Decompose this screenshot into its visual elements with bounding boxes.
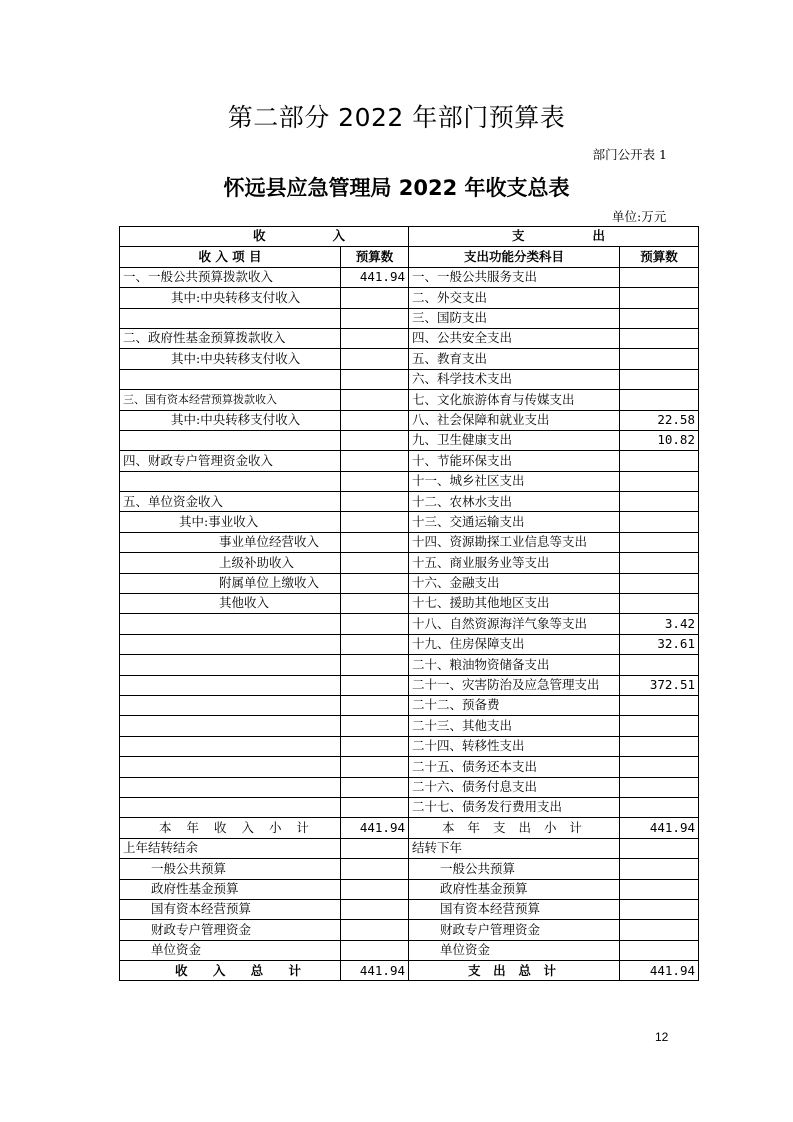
income-item — [120, 675, 341, 695]
income-item: 五、单位资金收入 — [120, 492, 341, 512]
expense-item: 二十三、其他支出 — [409, 716, 620, 736]
expense-value — [620, 777, 699, 797]
expense-item: 六、科学技术支出 — [409, 369, 620, 389]
table-row — [120, 471, 699, 491]
expense-item: 三、国防支出 — [409, 308, 620, 328]
carry-income-value — [341, 838, 409, 858]
table-row — [120, 328, 699, 348]
expense-value — [620, 553, 699, 573]
income-item: 附属单位上缴收入 — [120, 573, 341, 593]
income-value: 441.94 — [341, 267, 409, 287]
expense-item: 二十二、预备费 — [409, 695, 620, 715]
income-value — [341, 451, 409, 471]
table-row — [120, 532, 699, 552]
income-item: 其中:中央转移支付收入 — [120, 288, 341, 308]
carry-expense-item: 结转下年 — [409, 838, 620, 858]
table-row — [120, 390, 699, 410]
expense-budget-header: 预算数 — [620, 247, 699, 267]
carry-expense-item: 单位资金 — [409, 940, 620, 960]
expense-total-label: 支 出 总 计 — [409, 961, 620, 981]
income-value — [341, 614, 409, 634]
income-item: 其中:事业收入 — [120, 512, 341, 532]
table-row — [120, 553, 699, 573]
income-item — [120, 430, 341, 450]
expense-item: 七、文化旅游体育与传媒支出 — [409, 390, 620, 410]
carry-expense-item: 一般公共预算 — [409, 859, 620, 879]
table-row — [120, 308, 699, 328]
income-value — [341, 675, 409, 695]
income-item: 上级补助收入 — [120, 553, 341, 573]
carry-income-value — [341, 859, 409, 879]
expense-item: 十二、农林水支出 — [409, 492, 620, 512]
expense-subtotal-value: 441.94 — [620, 818, 699, 838]
table-row — [120, 736, 699, 756]
expense-item: 十三、交通运输支出 — [409, 512, 620, 532]
income-item — [120, 634, 341, 654]
income-item — [120, 655, 341, 675]
table-row — [120, 512, 699, 532]
income-value — [341, 777, 409, 797]
income-value — [341, 349, 409, 369]
income-item — [120, 614, 341, 634]
table-row — [120, 369, 699, 389]
income-value — [341, 512, 409, 532]
expense-item: 十四、资源勘探工业信息等支出 — [409, 532, 620, 552]
carry-expense-value — [620, 940, 699, 960]
expense-item: 十一、城乡社区支出 — [409, 471, 620, 491]
carry-expense-item: 国有资本经营预算 — [409, 899, 620, 919]
income-subtotal-value: 441.94 — [341, 818, 409, 838]
carry-income-value — [341, 899, 409, 919]
table-row — [120, 695, 699, 715]
income-item — [120, 797, 341, 817]
income-budget-header: 预算数 — [341, 247, 409, 267]
income-value — [341, 594, 409, 614]
expense-item: 二十一、灾害防治及应急管理支出 — [409, 675, 620, 695]
expense-value — [620, 288, 699, 308]
expense-value — [620, 736, 699, 756]
expense-value — [620, 757, 699, 777]
expense-item: 二十五、债务还本支出 — [409, 757, 620, 777]
income-item: 二、政府性基金预算拨款收入 — [120, 328, 341, 348]
carry-row — [120, 879, 699, 899]
expense-subtotal-label: 本 年 支 出 小 计 — [409, 818, 620, 838]
carry-expense-value — [620, 859, 699, 879]
carry-income-value — [341, 879, 409, 899]
table-row — [120, 797, 699, 817]
carry-expense-value — [620, 899, 699, 919]
expense-item: 十七、援助其他地区支出 — [409, 594, 620, 614]
table-number: 部门公开表 1 — [592, 147, 667, 162]
expense-item: 二十六、债务付息支出 — [409, 777, 620, 797]
income-item — [120, 695, 341, 715]
carry-expense-value — [620, 838, 699, 858]
expense-item: 二、外交支出 — [409, 288, 620, 308]
expense-value — [620, 573, 699, 593]
header-column-row — [120, 247, 699, 267]
income-total-value: 441.94 — [341, 961, 409, 981]
carry-expense-item: 财政专户管理资金 — [409, 920, 620, 940]
income-total-label: 收 入 总 计 — [120, 961, 341, 981]
table-row — [120, 492, 699, 512]
subtotal-row — [120, 818, 699, 838]
expense-item: 一、一般公共服务支出 — [409, 267, 620, 287]
carry-income-item: 单位资金 — [120, 940, 341, 960]
carry-row — [120, 859, 699, 879]
expense-value — [620, 471, 699, 491]
income-item — [120, 757, 341, 777]
carry-income-item: 一般公共预算 — [120, 859, 341, 879]
expense-item: 四、公共安全支出 — [409, 328, 620, 348]
income-value — [341, 308, 409, 328]
income-item: 三、国有资本经营预算拨款收入 — [120, 390, 341, 410]
expense-item: 二十四、转移性支出 — [409, 736, 620, 756]
income-value — [341, 634, 409, 654]
income-group-header: 收 入 — [120, 227, 409, 247]
income-item: 一、一般公共预算拨款收入 — [120, 267, 341, 287]
expense-value — [620, 594, 699, 614]
budget-summary-table — [119, 226, 699, 981]
carry-expense-value — [620, 879, 699, 899]
income-value — [341, 695, 409, 715]
header-group-row — [120, 227, 699, 247]
income-value — [341, 430, 409, 450]
income-value — [341, 655, 409, 675]
table-row — [120, 634, 699, 654]
expense-item: 八、社会保障和就业支出 — [409, 410, 620, 430]
total-row — [120, 961, 699, 981]
income-value — [341, 369, 409, 389]
expense-item: 十九、住房保障支出 — [409, 634, 620, 654]
income-item: 其中:中央转移支付收入 — [120, 349, 341, 369]
carry-row — [120, 920, 699, 940]
table-row — [120, 267, 699, 287]
income-value — [341, 573, 409, 593]
expense-value — [620, 655, 699, 675]
income-value — [341, 492, 409, 512]
expense-value — [620, 532, 699, 552]
income-value — [341, 410, 409, 430]
income-item: 其他收入 — [120, 594, 341, 614]
carry-row — [120, 940, 699, 960]
carry-income-item: 国有资本经营预算 — [120, 899, 341, 919]
income-value — [341, 288, 409, 308]
table-row — [120, 614, 699, 634]
income-value — [341, 736, 409, 756]
income-item: 事业单位经营收入 — [120, 532, 341, 552]
expense-value: 372.51 — [620, 675, 699, 695]
carry-row — [120, 899, 699, 919]
expense-item-header: 支出功能分类科目 — [409, 247, 620, 267]
income-value — [341, 390, 409, 410]
table-row — [120, 777, 699, 797]
carry-income-value — [341, 940, 409, 960]
table-row — [120, 410, 699, 430]
page-number: 12 — [655, 1030, 669, 1044]
expense-value — [620, 390, 699, 410]
income-item — [120, 308, 341, 328]
expense-value — [620, 349, 699, 369]
expense-item: 九、卫生健康支出 — [409, 430, 620, 450]
income-item — [120, 369, 341, 389]
expense-total-value: 441.94 — [620, 961, 699, 981]
income-value — [341, 797, 409, 817]
expense-value — [620, 369, 699, 389]
income-item — [120, 777, 341, 797]
income-value — [341, 471, 409, 491]
expense-value: 10.82 — [620, 430, 699, 450]
carry-expense-value — [620, 920, 699, 940]
income-item: 四、财政专户管理资金收入 — [120, 451, 341, 471]
income-item: 其中:中央转移支付收入 — [120, 410, 341, 430]
expense-item: 二十七、债务发行费用支出 — [409, 797, 620, 817]
table-row — [120, 349, 699, 369]
expense-value — [620, 797, 699, 817]
table-row — [120, 573, 699, 593]
table-row — [120, 594, 699, 614]
expense-value: 3.42 — [620, 614, 699, 634]
unit-label: 单位:万元 — [612, 209, 667, 224]
expense-value — [620, 267, 699, 287]
income-subtotal-label: 本 年 收 入 小 计 — [120, 818, 341, 838]
carry-income-item: 上年结转结余 — [120, 838, 341, 858]
income-value — [341, 328, 409, 348]
income-item — [120, 736, 341, 756]
carry-expense-item: 政府性基金预算 — [409, 879, 620, 899]
expense-value — [620, 716, 699, 736]
expense-item: 十八、自然资源海洋气象等支出 — [409, 614, 620, 634]
part-title: 第二部分 2022 年部门预算表 — [227, 103, 566, 132]
expense-value — [620, 328, 699, 348]
main-title: 怀远县应急管理局 2022 年收支总表 — [223, 176, 570, 200]
table-row — [120, 430, 699, 450]
expense-value: 32.61 — [620, 634, 699, 654]
carry-income-value — [341, 920, 409, 940]
expense-item: 十六、金融支出 — [409, 573, 620, 593]
table-row — [120, 451, 699, 471]
expense-item: 五、教育支出 — [409, 349, 620, 369]
expense-value — [620, 308, 699, 328]
carry-row — [120, 838, 699, 858]
carry-income-item: 政府性基金预算 — [120, 879, 341, 899]
expense-item: 二十、粮油物资储备支出 — [409, 655, 620, 675]
income-item-header: 收 入 项 目 — [120, 247, 341, 267]
table-row — [120, 716, 699, 736]
carry-income-item: 财政专户管理资金 — [120, 920, 341, 940]
expense-value — [620, 492, 699, 512]
income-item — [120, 471, 341, 491]
table-row — [120, 655, 699, 675]
expense-item: 十五、商业服务业等支出 — [409, 553, 620, 573]
table-row — [120, 675, 699, 695]
income-value — [341, 532, 409, 552]
income-item — [120, 716, 341, 736]
expense-group-header: 支 出 — [409, 227, 699, 247]
expense-value — [620, 695, 699, 715]
expense-value — [620, 451, 699, 471]
expense-value: 22.58 — [620, 410, 699, 430]
table-row — [120, 288, 699, 308]
income-value — [341, 757, 409, 777]
expense-item: 十、节能环保支出 — [409, 451, 620, 471]
income-value — [341, 716, 409, 736]
income-value — [341, 553, 409, 573]
table-row — [120, 757, 699, 777]
expense-value — [620, 512, 699, 532]
